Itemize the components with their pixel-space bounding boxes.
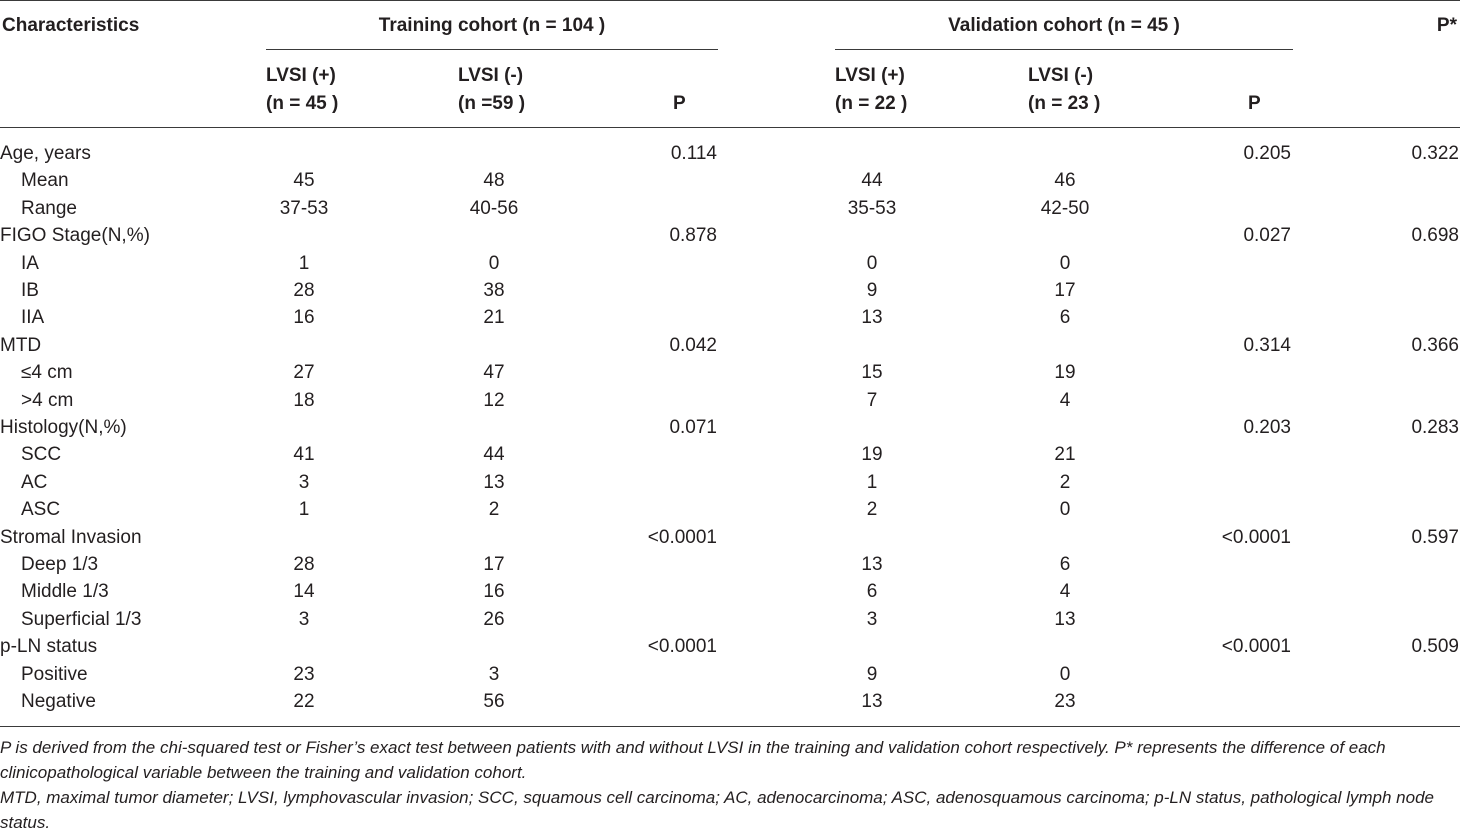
row-label: Stromal Invasion	[0, 526, 142, 548]
row-label: IB	[21, 280, 39, 301]
training-p-cell: 0.071	[669, 417, 717, 438]
header-training-lvsi-neg-label: LVSI (-)	[458, 65, 524, 86]
table-row	[0, 578, 1460, 605]
training-p-cell: 0.114	[670, 143, 717, 164]
row-label: Age, years	[0, 143, 91, 164]
header-validation-lvsi-neg-label: LVSI (-)	[1028, 65, 1094, 86]
validation-p-cell: 0.205	[1243, 143, 1291, 164]
table-top-rule	[0, 0, 1460, 1]
row-label: FIGO Stage(N,%)	[0, 225, 150, 247]
row-label: Deep 1/3	[21, 554, 99, 575]
row-label: IIA	[21, 307, 45, 329]
row-label: Mean	[21, 170, 69, 192]
table-row	[0, 250, 1460, 277]
table-row	[0, 304, 1460, 331]
validation-p-cell: <0.0001	[1221, 636, 1291, 658]
row-label: Negative	[21, 691, 96, 712]
pstar-cell: 0.509	[1411, 636, 1459, 658]
training-lvsi-neg-cell: 13	[483, 471, 505, 493]
row-label: ≤4 cm	[21, 362, 73, 384]
validation-lvsi-pos-cell: 15	[861, 362, 883, 384]
training-lvsi-pos-cell: 23	[293, 663, 315, 685]
training-lvsi-neg-cell: 16	[483, 581, 505, 603]
row-label: Positive	[21, 663, 88, 685]
header-validation-lvsi-neg	[1028, 62, 1100, 118]
training-p-cell: 0.042	[669, 334, 717, 356]
header-validation-cohort: Validation cohort (n = 45 )	[948, 15, 1180, 36]
header-training-lvsi-pos-label: LVSI (+)	[266, 65, 336, 86]
header-validation-lvsi-pos-label: LVSI (+)	[835, 65, 905, 86]
table-row	[0, 140, 1460, 167]
header-pstar: P*	[1436, 15, 1457, 36]
training-lvsi-pos-cell: 28	[293, 554, 315, 575]
pstar-cell: 0.322	[1411, 143, 1459, 164]
training-lvsi-pos-cell: 37-53	[279, 197, 329, 219]
header-training-lvsi-neg	[458, 62, 525, 118]
validation-lvsi-pos-cell: 3	[866, 608, 878, 630]
validation-lvsi-pos-cell: 13	[861, 307, 883, 329]
validation-p-cell: 0.203	[1243, 417, 1291, 438]
validation-lvsi-pos-cell: 1	[866, 471, 878, 493]
header-bottom-rule	[0, 127, 1460, 128]
validation-lvsi-neg-cell: 46	[1054, 170, 1076, 192]
validation-lvsi-neg-cell: 21	[1054, 444, 1076, 466]
row-label: Range	[21, 197, 77, 219]
table-row	[0, 222, 1460, 249]
header-validation-lvsi-pos	[835, 62, 907, 118]
training-lvsi-pos-cell: 27	[293, 362, 315, 384]
training-lvsi-pos-cell: 14	[293, 581, 315, 603]
table-row	[0, 195, 1460, 222]
table-row	[0, 524, 1460, 551]
footnote-p-values: P is derived from the chi-squared test or Fisher’s exact test between patients with and without LVSI in the training and validation cohort respectively. P* represents the difference of each clinicopathological variable between the training and validation cohort.	[0, 738, 1386, 782]
training-lvsi-neg-cell: 44	[483, 444, 505, 466]
validation-lvsi-pos-cell: 9	[866, 663, 878, 685]
training-lvsi-neg-cell: 3	[488, 663, 500, 685]
training-lvsi-neg-cell: 40-56	[469, 197, 519, 219]
validation-lvsi-neg-cell: 13	[1054, 608, 1076, 630]
validation-lvsi-pos-cell: 6	[866, 581, 878, 603]
pstar-cell: 0.283	[1411, 417, 1459, 438]
training-lvsi-neg-cell: 17	[483, 554, 505, 575]
table-row	[0, 441, 1460, 468]
pstar-cell: 0.366	[1411, 334, 1459, 356]
training-lvsi-neg-cell: 47	[483, 362, 505, 384]
validation-lvsi-neg-cell: 19	[1054, 362, 1076, 384]
training-lvsi-pos-cell: 41	[293, 444, 315, 466]
header-validation-lvsi-pos-n: (n = 22 )	[835, 93, 908, 114]
training-lvsi-neg-cell: 2	[488, 499, 500, 521]
table-row	[0, 551, 1460, 578]
training-group-rule	[266, 49, 718, 50]
validation-group-rule	[835, 49, 1293, 50]
training-lvsi-neg-cell: 21	[483, 307, 505, 329]
validation-lvsi-neg-cell: 4	[1059, 581, 1071, 603]
validation-lvsi-neg-cell: 0	[1059, 663, 1071, 685]
validation-lvsi-pos-cell: 7	[866, 389, 878, 411]
header-training-cohort: Training cohort (n = 104 )	[378, 15, 606, 36]
header-training-lvsi-pos-n: (n = 45 )	[266, 93, 339, 114]
header-training-p: P	[673, 93, 686, 114]
table-row	[0, 606, 1460, 633]
training-lvsi-pos-cell: 22	[293, 691, 315, 712]
footnote-abbreviations: MTD, maximal tumor diameter; LVSI, lymphovascular invasion; SCC, squamous cell carcinoma; AC, adenocarcinoma; ASC, adenosquamous carcinoma; p-LN status, pathological lymph node status.	[0, 788, 1434, 832]
validation-p-cell: <0.0001	[1221, 526, 1291, 548]
table-row	[0, 469, 1460, 496]
row-label: >4 cm	[21, 389, 74, 411]
validation-lvsi-pos-cell: 9	[866, 280, 878, 301]
training-lvsi-neg-cell: 56	[483, 691, 505, 712]
training-p-cell: <0.0001	[647, 636, 717, 658]
training-lvsi-pos-cell: 1	[298, 252, 310, 274]
validation-lvsi-pos-cell: 0	[866, 252, 878, 274]
header-validation-lvsi-neg-n: (n = 23 )	[1028, 93, 1101, 114]
table-row	[0, 277, 1460, 304]
table-row	[0, 661, 1460, 688]
training-lvsi-pos-cell: 1	[298, 499, 310, 521]
training-p-cell: <0.0001	[647, 526, 717, 548]
validation-lvsi-neg-cell: 4	[1059, 389, 1071, 411]
header-training-lvsi-neg-n: (n =59 )	[458, 93, 526, 114]
row-label: Superficial 1/3	[21, 608, 142, 630]
header-characteristics: Characteristics	[2, 15, 140, 36]
training-lvsi-pos-cell: 3	[298, 608, 310, 630]
training-lvsi-neg-cell: 0	[488, 252, 500, 274]
table-row	[0, 332, 1460, 359]
row-label: SCC	[21, 444, 62, 466]
row-label: MTD	[0, 334, 42, 356]
pstar-cell: 0.698	[1411, 225, 1459, 247]
training-lvsi-neg-cell: 26	[483, 608, 505, 630]
row-label: ASC	[21, 499, 61, 521]
training-lvsi-pos-cell: 45	[293, 170, 315, 192]
table-row	[0, 496, 1460, 523]
training-lvsi-neg-cell: 38	[483, 280, 505, 301]
validation-lvsi-pos-cell: 13	[861, 691, 883, 712]
header-validation-p: P	[1248, 93, 1261, 114]
validation-lvsi-neg-cell: 0	[1059, 252, 1071, 274]
validation-lvsi-pos-cell: 13	[861, 554, 883, 575]
validation-lvsi-neg-cell: 23	[1054, 691, 1076, 712]
validation-lvsi-neg-cell: 17	[1054, 280, 1076, 301]
header-training-lvsi-pos	[266, 62, 338, 118]
validation-lvsi-pos-cell: 44	[861, 170, 883, 192]
validation-lvsi-neg-cell: 6	[1059, 307, 1071, 329]
table-bottom-rule	[0, 726, 1460, 727]
pstar-cell: 0.597	[1411, 526, 1459, 548]
training-p-cell: 0.878	[669, 225, 717, 247]
row-label: IA	[21, 252, 39, 274]
training-lvsi-pos-cell: 16	[293, 307, 315, 329]
training-lvsi-neg-cell: 12	[483, 389, 505, 411]
row-label: Histology(N,%)	[0, 417, 127, 438]
row-label: Middle 1/3	[21, 581, 109, 603]
training-lvsi-neg-cell: 48	[483, 170, 505, 192]
validation-lvsi-neg-cell: 0	[1059, 499, 1071, 521]
validation-lvsi-pos-cell: 2	[866, 499, 878, 521]
validation-p-cell: 0.027	[1243, 225, 1291, 247]
validation-lvsi-pos-cell: 35-53	[847, 197, 897, 219]
table-row	[0, 688, 1460, 715]
table-row	[0, 414, 1460, 441]
table-row	[0, 167, 1460, 194]
table-row	[0, 387, 1460, 414]
training-lvsi-pos-cell: 3	[298, 471, 310, 493]
validation-lvsi-neg-cell: 2	[1059, 471, 1071, 493]
validation-lvsi-neg-cell: 6	[1059, 554, 1071, 575]
training-lvsi-pos-cell: 28	[293, 280, 315, 301]
table-row	[0, 633, 1460, 660]
validation-lvsi-neg-cell: 42-50	[1040, 197, 1090, 219]
table-row	[0, 359, 1460, 386]
row-label: AC	[21, 471, 48, 493]
validation-lvsi-pos-cell: 19	[861, 444, 883, 466]
training-lvsi-pos-cell: 18	[293, 389, 315, 411]
row-label: p-LN status	[0, 636, 98, 658]
validation-p-cell: 0.314	[1243, 334, 1291, 356]
